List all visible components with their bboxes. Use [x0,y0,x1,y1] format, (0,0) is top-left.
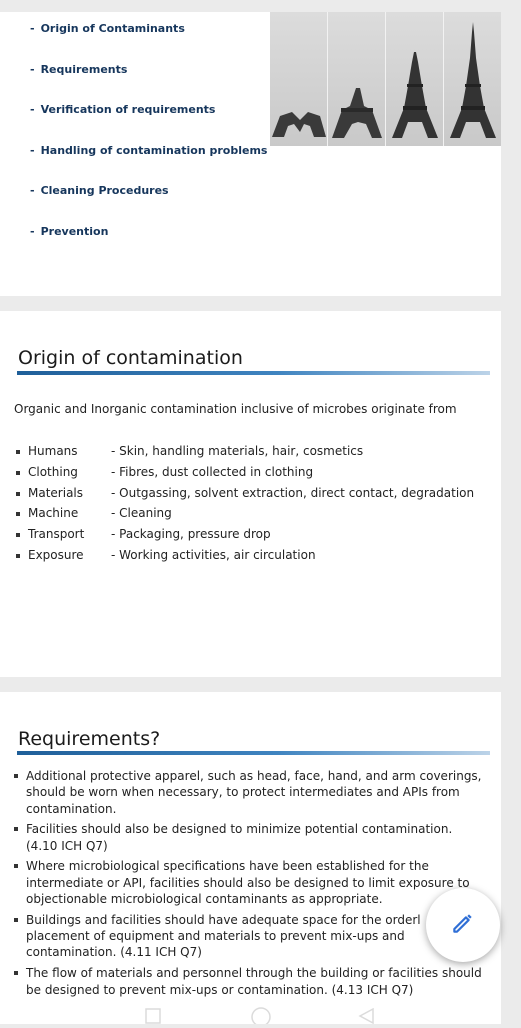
list-item: Additional protective apparel, such as head, face, hand, and arm coverings, should be worn when necessary, to protect intermediates and APIs from contamination. [14,768,484,817]
back-icon[interactable] [358,1008,376,1028]
toc-item: - Handling of contamination problems [30,143,268,157]
bullet-icon [16,492,20,496]
bullet-icon [16,512,20,516]
list-item: Facilities should also be designed to minimize potential contamination. (4.10 ICH Q7) [14,821,484,854]
list-item: Where microbiological specifications have been established for the intermediate or API, facilities should also be designed to limit exposure to objectionable microbiological contaminants as appropriate. [14,858,484,907]
slide-requirements [0,692,501,1024]
toc-item-label: Verification of requirements [40,103,216,117]
bullet-icon [16,533,20,537]
eiffel-tower-construction-image [270,12,501,146]
toc-item: - Verification of requirements [30,103,216,117]
slide-contents [0,12,501,296]
recent-apps-icon[interactable] [145,1008,161,1028]
toc-item-label: Handling of contamination problems [40,143,268,157]
toc-item-label: Origin of Contaminants [40,22,185,35]
image-panel-1 [270,12,328,146]
toc-item-label: Prevention [40,224,109,238]
bullet-icon [16,471,20,475]
pencil-icon [450,910,476,940]
list-item: Machine - Cleaning [16,506,474,527]
list-item: Exposure - Working activities, air circulation [16,548,474,569]
title-underline [17,371,490,375]
bullet-icon [14,827,18,831]
slide-title: Origin of contamination [18,347,243,369]
list-item: The flow of materials and personnel through the building or facilities should be designed to prevent mix-ups or contamination. (4.13 ICH Q7) [14,965,484,998]
slide-origin [0,311,501,677]
list-item: Clothing - Fibres, dust collected in clothing [16,465,474,486]
toc-item-label: Requirements [40,62,128,76]
bullet-icon [14,864,18,868]
bullet-icon [14,774,18,778]
list-item: Buildings and facilities should have adequate space for the orderl placement of equipment and materials to prevent mix-ups and contamination. (4.11 ICH Q7) [14,912,484,961]
bullet-icon [16,554,20,558]
intro-text: Organic and Inorganic contamination inclusive of microbes originate from [14,402,457,416]
bullet-icon [16,450,20,454]
top-gap [0,0,521,12]
list-item: Transport - Packaging, pressure drop [16,527,474,548]
edit-button[interactable] [426,888,500,962]
toc-item: - Cleaning Procedures [30,184,169,198]
list-item: Materials - Outgassing, solvent extraction, direct contact, degradation [16,486,474,507]
toc-item: - Origin of Contaminants [30,22,185,35]
title-underline [17,751,490,755]
home-icon[interactable] [250,1006,272,1028]
toc-item: - Requirements [30,62,128,76]
list-item: Humans - Skin, handling materials, hair, cosmetics [16,444,474,465]
slide-title: Requirements? [18,728,161,750]
source-list [16,444,474,569]
toc-item-label: Cleaning Procedures [40,184,169,198]
navigation-bar [0,1004,521,1024]
bullet-icon [14,918,18,922]
bullet-icon [14,971,18,975]
image-panel-4 [444,12,501,146]
requirements-list [14,768,484,1002]
toc-item: - Prevention [30,224,109,238]
image-panel-2 [328,12,386,146]
toc-list [30,22,267,266]
image-panel-3 [386,12,444,146]
